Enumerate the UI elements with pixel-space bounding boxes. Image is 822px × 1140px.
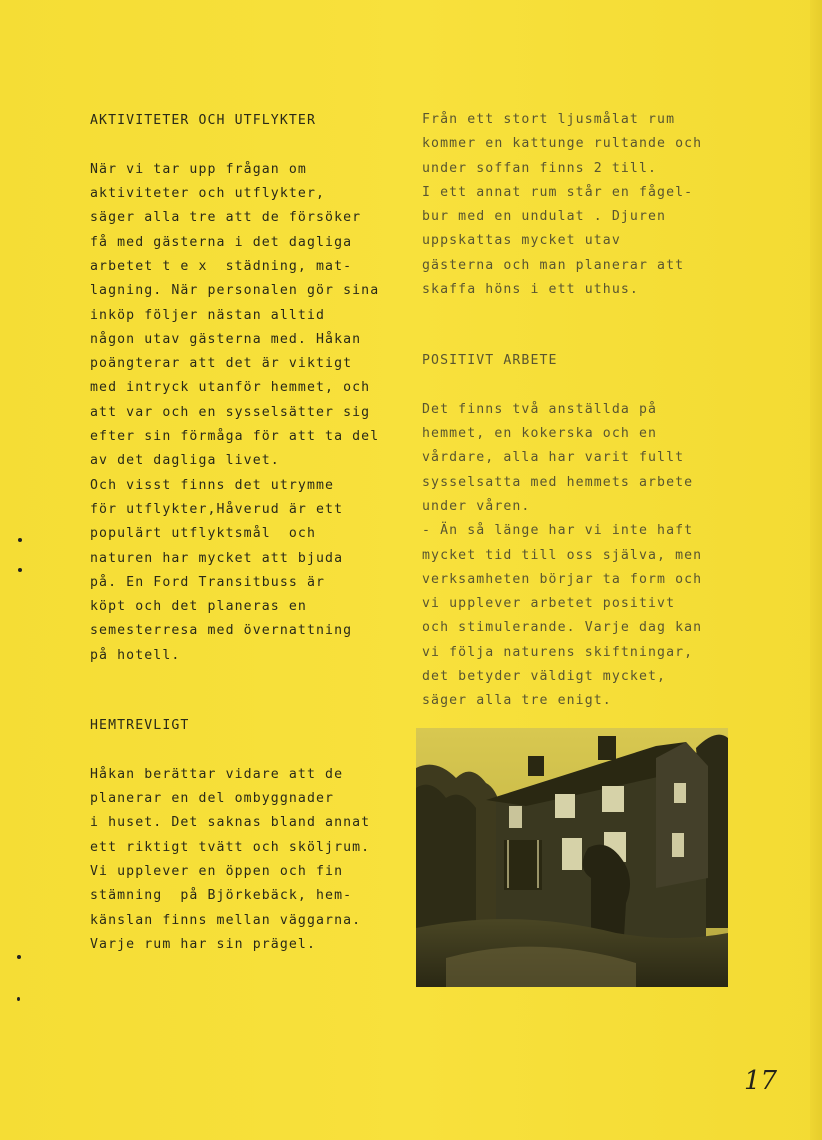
- text-line: gästerna och man planerar att: [422, 257, 685, 273]
- text-line: Vi upplever en öppen och fin: [90, 863, 344, 879]
- margin-speck: [17, 955, 21, 959]
- text-line: säger alla tre enigt.: [422, 693, 612, 709]
- text-line: lagning. När personalen gör sina: [90, 283, 380, 299]
- section-body: [90, 763, 410, 957]
- text-line: planerar en del ombyggnader: [90, 791, 335, 807]
- text-line: att var och en sysselsätter sig: [90, 404, 371, 420]
- text-line: på hotell.: [90, 647, 181, 663]
- text-line: ett riktigt tvätt och sköljrum.: [90, 839, 371, 855]
- text-line: kommer en kattunge rultande och: [422, 136, 703, 152]
- text-line: under soffan finns 2 till.: [422, 160, 658, 176]
- text-line: med intryck utanför hemmet, och: [90, 380, 371, 396]
- text-line: känslan finns mellan väggarna.: [90, 912, 362, 928]
- text-line: köpt och det planeras en: [90, 599, 307, 615]
- section-heading: POSITIVT ARBETE: [422, 353, 558, 368]
- text-line: skaffa höns i ett uthus.: [422, 282, 639, 298]
- text-line: Håkan berättar vidare att de: [90, 766, 344, 782]
- text-line: arbetet t e x städning, mat-: [90, 258, 353, 274]
- margin-speck: [17, 997, 20, 1001]
- text-line: hemmet, en kokerska och en: [422, 426, 658, 442]
- text-line: stämning på Björkebäck, hem-: [90, 888, 353, 904]
- house-photo-icon: [416, 728, 728, 987]
- margin-speck: [18, 538, 22, 542]
- text-line: aktiviteter och utflykter,: [90, 186, 326, 202]
- text-line: semesterresa med övernattning: [90, 623, 353, 639]
- section-ljusmalat: [422, 108, 722, 302]
- margin-speck: [18, 568, 22, 572]
- text-line: på. En Ford Transitbuss är: [90, 574, 326, 590]
- page-number: 17: [744, 1066, 778, 1096]
- text-line: och stimulerande. Varje dag kan: [422, 620, 703, 636]
- section-heading: HEMTREVLIGT: [90, 718, 190, 733]
- section-positivt: [422, 349, 722, 714]
- text-line: sysselsatta med hemmets arbete: [422, 474, 694, 490]
- text-line: - Än så länge har vi inte haft: [422, 523, 694, 539]
- text-line: av det dagliga livet.: [90, 453, 280, 469]
- text-line: Det finns två anställda på: [422, 401, 658, 417]
- page-edge: [810, 0, 822, 1140]
- text-line: vårdare, alla har varit fullt: [422, 450, 685, 466]
- text-line: det betyder väldigt mycket,: [422, 669, 667, 685]
- text-line: Från ett stort ljusmålat rum: [422, 112, 676, 127]
- text-line: I ett annat rum står en fågel-: [422, 184, 694, 200]
- house-photo: [416, 728, 728, 987]
- text-line: efter sin förmåga för att ta del: [90, 429, 380, 445]
- text-line: för utflykter,Håverud är ett: [90, 501, 344, 517]
- section-hemtrevligt: [90, 714, 410, 957]
- text-line: bur med en undulat . Djuren: [422, 209, 667, 225]
- text-line: Och visst finns det utrymme: [90, 477, 335, 493]
- section-aktiviteter: [90, 109, 410, 668]
- text-line: poängterar att det är viktigt: [90, 356, 353, 372]
- text-line: populärt utflyktsmål och: [90, 526, 316, 542]
- section-body: [90, 158, 410, 668]
- text-line: naturen har mycket att bjuda: [90, 550, 344, 566]
- text-line: få med gästerna i det dagliga: [90, 234, 353, 250]
- text-line: mycket tid till oss själva, men: [422, 547, 703, 563]
- text-line: vi upplever arbetet positivt: [422, 596, 676, 612]
- text-line: under våren.: [422, 498, 531, 514]
- section-heading: AKTIVITETER OCH UTFLYKTER: [90, 113, 316, 128]
- text-line: någon utav gästerna med. Håkan: [90, 331, 362, 347]
- text-line: inköp följer nästan alltid: [90, 307, 326, 323]
- text-line: vi följa naturens skiftningar,: [422, 644, 694, 660]
- section-body: [422, 108, 722, 302]
- text-line: i huset. Det saknas bland annat: [90, 815, 371, 831]
- section-body: [422, 398, 722, 714]
- text-line: uppskattas mycket utav: [422, 233, 621, 249]
- text-line: verksamheten börjar ta form och: [422, 571, 703, 587]
- text-line: säger alla tre att de försöker: [90, 210, 362, 226]
- text-line: När vi tar upp frågan om: [90, 161, 307, 177]
- text-line: Varje rum har sin prägel.: [90, 936, 316, 952]
